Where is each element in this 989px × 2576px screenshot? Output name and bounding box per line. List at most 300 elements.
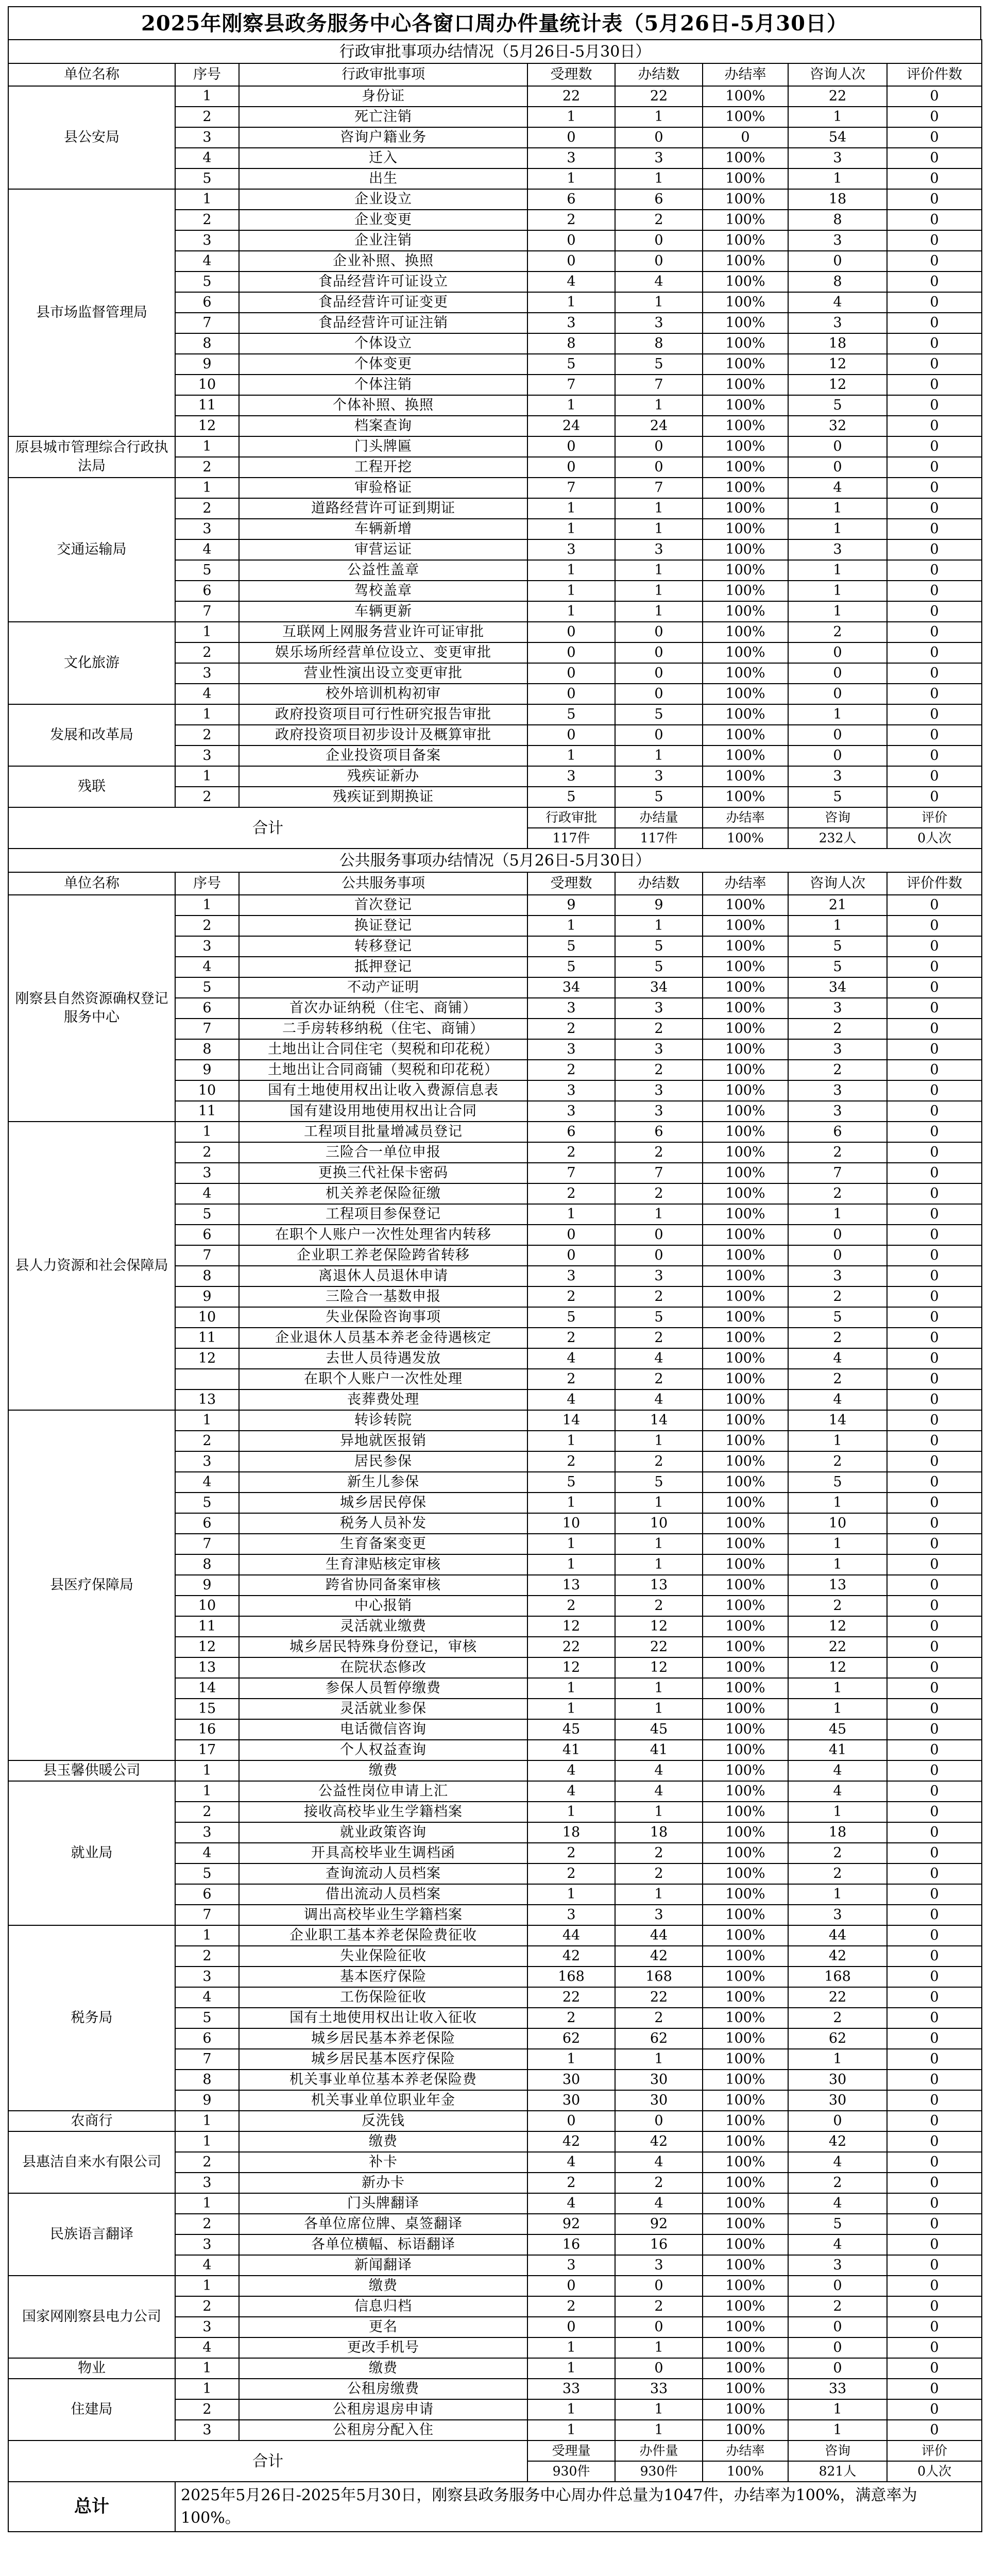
summary-value: 0人次 [887, 828, 982, 849]
item-name: 政府投资项目初步设计及概算审批 [239, 725, 527, 745]
consult-count: 3 [788, 539, 887, 560]
item-name: 灵活就业缴费 [239, 1616, 527, 1637]
consult-count: 2 [788, 1019, 887, 1039]
rating-count: 0 [887, 1142, 982, 1163]
consult-count: 21 [788, 895, 887, 916]
item-name: 城乡居民停保 [239, 1493, 527, 1513]
accepted-count: 7 [527, 1163, 615, 1183]
row-index: 13 [175, 1657, 239, 1678]
completion-rate: 100% [703, 2234, 788, 2255]
accepted-count: 0 [527, 663, 615, 684]
completion-rate: 100% [703, 2399, 788, 2420]
row-index: 3 [175, 230, 239, 251]
accepted-count: 2 [527, 1369, 615, 1389]
completion-rate: 100% [703, 1657, 788, 1678]
row-index: 3 [175, 2173, 239, 2193]
accepted-count: 16 [527, 2234, 615, 2255]
summary-value: 821人 [788, 2461, 887, 2482]
summary-value: 0人次 [887, 2461, 982, 2482]
completed-count: 4 [615, 1760, 703, 1781]
row-index [175, 1369, 239, 1389]
table-body [8, 40, 982, 2532]
section-heading: 行政审批事项办结情况（5月26日-5月30日） [8, 40, 982, 63]
admin-section-heading-row [8, 40, 982, 63]
completion-rate: 100% [703, 1348, 788, 1369]
completion-rate: 100% [703, 684, 788, 704]
completed-count: 2 [615, 1060, 703, 1080]
consult-count: 2 [788, 1328, 887, 1348]
consult-count: 3 [788, 766, 887, 787]
summary-value: 117件 [615, 828, 703, 849]
completion-rate: 100% [703, 2296, 788, 2317]
rating-count: 0 [887, 2399, 982, 2420]
summary-label: 合计 [8, 807, 527, 849]
row-index: 6 [175, 1513, 239, 1534]
accepted-count: 5 [527, 1307, 615, 1328]
completed-count: 1 [615, 168, 703, 189]
consult-count: 1 [788, 704, 887, 725]
consult-count: 12 [788, 375, 887, 395]
completed-count: 1 [615, 2399, 703, 2420]
completion-rate: 100% [703, 642, 788, 663]
completed-count: 3 [615, 1101, 703, 1122]
item-name: 互联网上网服务营业许可证审批 [239, 622, 527, 642]
completed-count: 2 [615, 1596, 703, 1616]
row-index: 8 [175, 333, 239, 354]
accepted-count: 6 [527, 189, 615, 210]
rating-count: 0 [887, 1122, 982, 1142]
consult-count: 4 [788, 292, 887, 313]
summary-head: 受理量 [527, 2441, 615, 2461]
consult-count: 4 [788, 2152, 887, 2173]
row-index: 3 [175, 127, 239, 148]
accepted-count: 5 [527, 1472, 615, 1493]
accepted-count: 4 [527, 1348, 615, 1369]
item-header: 公共服务事项 [239, 872, 527, 895]
completion-rate: 100% [703, 272, 788, 292]
row-index: 1 [175, 436, 239, 457]
completed-count: 1 [615, 581, 703, 601]
item-name: 车辆更新 [239, 601, 527, 622]
consult-count: 0 [788, 436, 887, 457]
consult-count: 2 [788, 2173, 887, 2193]
item-name: 企业注销 [239, 230, 527, 251]
completed-count: 42 [615, 1946, 703, 1967]
consult-count: 2 [788, 1286, 887, 1307]
rating-count: 0 [887, 2090, 982, 2111]
completed-count: 0 [615, 663, 703, 684]
report-title: 2025年刚察县政务服务中心各窗口周办件量统计表（5月26日-5月30日） [8, 6, 981, 39]
consult-count: 42 [788, 1946, 887, 1967]
completed-count: 3 [615, 313, 703, 333]
consult-count: 41 [788, 1740, 887, 1760]
consult-count: 45 [788, 1719, 887, 1740]
table-row [8, 1781, 982, 1802]
completion-rate: 100% [703, 2317, 788, 2337]
grand-total-label: 总计 [8, 2482, 175, 2532]
rating-count: 0 [887, 1493, 982, 1513]
completion-rate: 100% [703, 86, 788, 107]
consult-count: 14 [788, 1410, 887, 1431]
item-name: 开具高校毕业生调档函 [239, 1843, 527, 1863]
completed-count: 45 [615, 1719, 703, 1740]
rating-count: 0 [887, 1101, 982, 1122]
completed-count: 6 [615, 1122, 703, 1142]
accepted-count: 42 [527, 2131, 615, 2152]
item-name: 离退休人员退休申请 [239, 1266, 527, 1286]
completed-count: 6 [615, 189, 703, 210]
completed-count: 1 [615, 519, 703, 539]
table-row [8, 895, 982, 916]
rating-count: 0 [887, 457, 982, 478]
row-index: 6 [175, 2028, 239, 2049]
accepted-count: 2 [527, 2173, 615, 2193]
row-index: 1 [175, 2131, 239, 2152]
rating-count: 0 [887, 1369, 982, 1389]
department-name: 县医疗保障局 [8, 1410, 175, 1760]
item-name: 机关事业单位职业年金 [239, 2090, 527, 2111]
consult-count: 2 [788, 1863, 887, 1884]
completed-count: 5 [615, 1307, 703, 1328]
accepted-count: 2 [527, 1019, 615, 1039]
completion-rate: 100% [703, 663, 788, 684]
consult-count: 3 [788, 1080, 887, 1101]
completion-rate: 100% [703, 2276, 788, 2296]
completion-rate: 100% [703, 1286, 788, 1307]
rating-count: 0 [887, 1863, 982, 1884]
row-index: 5 [175, 1493, 239, 1513]
completion-rate: 100% [703, 1554, 788, 1575]
consult-count: 10 [788, 1513, 887, 1534]
item-name: 食品经营许可证设立 [239, 272, 527, 292]
rating-count: 0 [887, 916, 982, 936]
department-name: 交通运输局 [8, 478, 175, 622]
completed-count: 1 [615, 1431, 703, 1451]
completed-count: 0 [615, 457, 703, 478]
row-index: 7 [175, 313, 239, 333]
accepted-count: 1 [527, 2049, 615, 2070]
accepted-count: 5 [527, 704, 615, 725]
summary-head: 行政审批 [527, 807, 615, 828]
item-name: 异地就医报销 [239, 1431, 527, 1451]
row-index: 2 [175, 787, 239, 807]
item-name: 食品经营许可证变更 [239, 292, 527, 313]
row-index: 1 [175, 1925, 239, 1946]
item-name: 公租房退房申请 [239, 2399, 527, 2420]
item-name: 新生儿参保 [239, 1472, 527, 1493]
completion-rate: 100% [703, 1183, 788, 1204]
completion-rate: 100% [703, 622, 788, 642]
consult-count: 30 [788, 2070, 887, 2090]
summary-row [8, 807, 982, 828]
accepted-count: 13 [527, 1575, 615, 1596]
accepted-count: 2 [527, 1142, 615, 1163]
rating-count: 0 [887, 1657, 982, 1678]
completion-rate: 100% [703, 210, 788, 230]
item-name: 个体补照、换照 [239, 395, 527, 416]
item-name: 死亡注销 [239, 107, 527, 127]
consult-count: 1 [788, 1678, 887, 1699]
accepted-count: 3 [527, 313, 615, 333]
completion-rate: 100% [703, 1575, 788, 1596]
accepted-count: 0 [527, 251, 615, 272]
row-index: 6 [175, 998, 239, 1019]
row-index: 3 [175, 1163, 239, 1183]
row-index: 9 [175, 1060, 239, 1080]
item-name: 更名 [239, 2317, 527, 2337]
completion-rate: 100% [703, 478, 788, 498]
completion-rate: 100% [703, 168, 788, 189]
completed-count: 1 [615, 1678, 703, 1699]
table-row [8, 1925, 982, 1946]
completed-count: 5 [615, 957, 703, 977]
rating-count: 0 [887, 1039, 982, 1060]
accepted-count: 1 [527, 1678, 615, 1699]
rating-count: 0 [887, 1781, 982, 1802]
item-name: 去世人员待遇发放 [239, 1348, 527, 1369]
item-name: 查询流动人员档案 [239, 1863, 527, 1884]
summary-head: 评价 [887, 807, 982, 828]
completion-rate: 100% [703, 333, 788, 354]
item-name: 在院状态修改 [239, 1657, 527, 1678]
completed-count: 0 [615, 251, 703, 272]
consult-count: 4 [788, 1781, 887, 1802]
item-name: 企业职工基本养老保险费征收 [239, 1925, 527, 1946]
rating-count: 0 [887, 519, 982, 539]
completion-rate: 100% [703, 2049, 788, 2070]
completion-rate: 100% [703, 436, 788, 457]
completion-rate: 100% [703, 1101, 788, 1122]
row-index: 2 [175, 457, 239, 478]
completion-rate: 100% [703, 1616, 788, 1637]
rating-count: 0 [887, 2070, 982, 2090]
completion-rate: 100% [703, 1060, 788, 1080]
consult-count: 3 [788, 1266, 887, 1286]
row-index: 1 [175, 189, 239, 210]
department-name: 县玉馨供暖公司 [8, 1760, 175, 1781]
rating-count: 0 [887, 1699, 982, 1719]
completion-rate: 100% [703, 1451, 788, 1472]
completion-rate: 100% [703, 498, 788, 519]
table-row [8, 2276, 982, 2296]
completed-count: 33 [615, 2379, 703, 2399]
rating-count: 0 [887, 2317, 982, 2337]
accepted-count: 1 [527, 1534, 615, 1554]
row-index: 7 [175, 1019, 239, 1039]
accepted-count: 62 [527, 2028, 615, 2049]
accepted-count: 18 [527, 1822, 615, 1843]
row-index: 5 [175, 2008, 239, 2028]
rating-count: 0 [887, 1183, 982, 1204]
table-row [8, 766, 982, 787]
rating-count: 0 [887, 1431, 982, 1451]
completion-rate: 100% [703, 2028, 788, 2049]
completed-count: 0 [615, 436, 703, 457]
rating-count: 0 [887, 1719, 982, 1740]
completed-count: 22 [615, 1987, 703, 2008]
rating-count: 0 [887, 2193, 982, 2214]
completion-rate: 100% [703, 2420, 788, 2441]
department-name: 物业 [8, 2358, 175, 2379]
item-name: 城乡居民基本医疗保险 [239, 2049, 527, 2070]
rating-count: 0 [887, 1637, 982, 1657]
accepted-count: 2 [527, 1863, 615, 1884]
row-index: 3 [175, 2420, 239, 2441]
department-name: 原县城市管理综合行政执法局 [8, 436, 175, 478]
accepted-count: 1 [527, 581, 615, 601]
item-name: 居民参保 [239, 1451, 527, 1472]
completed-count: 0 [615, 127, 703, 148]
completed-count: 1 [615, 395, 703, 416]
consult-count: 0 [788, 684, 887, 704]
completed-count: 42 [615, 2131, 703, 2152]
item-name: 首次登记 [239, 895, 527, 916]
accepted-count: 1 [527, 1802, 615, 1822]
accepted-count: 1 [527, 1204, 615, 1225]
row-index: 3 [175, 1967, 239, 1987]
rating-count: 0 [887, 1019, 982, 1039]
completion-rate: 100% [703, 1802, 788, 1822]
completed-count: 5 [615, 787, 703, 807]
completed-count: 12 [615, 1616, 703, 1637]
completed-count: 4 [615, 2193, 703, 2214]
completed-count: 4 [615, 1781, 703, 1802]
accepted-count: 1 [527, 395, 615, 416]
completion-rate: 100% [703, 766, 788, 787]
accepted-count: 5 [527, 354, 615, 375]
consult-count: 8 [788, 210, 887, 230]
consult-count: 33 [788, 2379, 887, 2399]
accepted-count: 30 [527, 2090, 615, 2111]
item-name: 公租房分配入住 [239, 2420, 527, 2441]
item-name: 门头牌匾 [239, 436, 527, 457]
completed-count: 2 [615, 1183, 703, 1204]
consult-count: 0 [788, 642, 887, 663]
accepted-header: 受理数 [527, 872, 615, 895]
row-index: 10 [175, 1596, 239, 1616]
rating-count: 0 [887, 642, 982, 663]
table-row [8, 1410, 982, 1431]
row-index: 9 [175, 1575, 239, 1596]
accepted-count: 1 [527, 107, 615, 127]
department-name: 残联 [8, 766, 175, 807]
completion-rate: 100% [703, 395, 788, 416]
completion-rate: 100% [703, 1699, 788, 1719]
completed-count: 3 [615, 539, 703, 560]
rating-count: 0 [887, 1472, 982, 1493]
completion-rate: 100% [703, 1389, 788, 1410]
completion-rate: 100% [703, 1534, 788, 1554]
item-name: 在职个人账户一次性处理 [239, 1369, 527, 1389]
row-index: 3 [175, 663, 239, 684]
item-name: 接收高校毕业生学籍档案 [239, 1802, 527, 1822]
row-index: 8 [175, 2070, 239, 2090]
row-index: 2 [175, 498, 239, 519]
item-name: 档案查询 [239, 416, 527, 436]
accepted-count: 4 [527, 2152, 615, 2173]
summary-value: 117件 [527, 828, 615, 849]
completed-count: 3 [615, 998, 703, 1019]
row-index: 4 [175, 2255, 239, 2276]
row-index: 1 [175, 704, 239, 725]
item-name: 个体变更 [239, 354, 527, 375]
consult-count: 5 [788, 1307, 887, 1328]
accepted-count: 3 [527, 1039, 615, 1060]
rating-count: 0 [887, 1616, 982, 1637]
accepted-count: 3 [527, 1080, 615, 1101]
completion-rate: 100% [703, 957, 788, 977]
rating-count: 0 [887, 498, 982, 519]
accepted-count: 1 [527, 1699, 615, 1719]
completion-rate: 100% [703, 1493, 788, 1513]
consult-count: 4 [788, 2234, 887, 2255]
row-index: 4 [175, 539, 239, 560]
item-name: 跨省协同备案审核 [239, 1575, 527, 1596]
index-header: 序号 [175, 872, 239, 895]
accepted-count: 5 [527, 936, 615, 957]
rating-count: 0 [887, 1843, 982, 1863]
row-index: 8 [175, 1039, 239, 1060]
completion-rate: 100% [703, 1905, 788, 1925]
consult-count: 168 [788, 1967, 887, 1987]
accepted-count: 44 [527, 1925, 615, 1946]
department-name: 发展和改革局 [8, 704, 175, 766]
consult-count: 5 [788, 936, 887, 957]
row-index: 17 [175, 1740, 239, 1760]
consult-count: 54 [788, 127, 887, 148]
row-index: 2 [175, 642, 239, 663]
accepted-count: 2 [527, 1183, 615, 1204]
completed-count: 4 [615, 1389, 703, 1410]
completed-count: 44 [615, 1925, 703, 1946]
completion-rate: 100% [703, 1328, 788, 1348]
row-index: 9 [175, 1286, 239, 1307]
accepted-count: 3 [527, 2255, 615, 2276]
row-index: 4 [175, 957, 239, 977]
rating-count: 0 [887, 725, 982, 745]
accepted-count: 2 [527, 1060, 615, 1080]
accepted-count: 1 [527, 168, 615, 189]
row-index: 8 [175, 1554, 239, 1575]
consult-count: 4 [788, 478, 887, 498]
completed-count: 30 [615, 2090, 703, 2111]
consult-count: 0 [788, 457, 887, 478]
consult-count: 3 [788, 230, 887, 251]
item-name: 公益性岗位申请上汇 [239, 1781, 527, 1802]
item-name: 校外培训机构初审 [239, 684, 527, 704]
consult-count: 8 [788, 272, 887, 292]
rating-count: 0 [887, 1822, 982, 1843]
item-name: 国有土地使用权出让收入费源信息表 [239, 1080, 527, 1101]
rating-count: 0 [887, 1245, 982, 1266]
rating-count: 0 [887, 2337, 982, 2358]
completed-count: 5 [615, 354, 703, 375]
completed-count: 0 [615, 2276, 703, 2296]
accepted-count: 22 [527, 86, 615, 107]
report-sheet [8, 6, 981, 2532]
rating-count: 0 [887, 2296, 982, 2317]
item-name: 基本医疗保险 [239, 1967, 527, 1987]
accepted-count: 1 [527, 2337, 615, 2358]
rating-count: 0 [887, 1163, 982, 1183]
rating-count: 0 [887, 787, 982, 807]
completion-rate: 100% [703, 2379, 788, 2399]
rating-count: 0 [887, 560, 982, 581]
row-index: 12 [175, 1348, 239, 1369]
item-name: 参保人员暂停缴费 [239, 1678, 527, 1699]
completion-rate: 100% [703, 560, 788, 581]
accepted-count: 12 [527, 1616, 615, 1637]
